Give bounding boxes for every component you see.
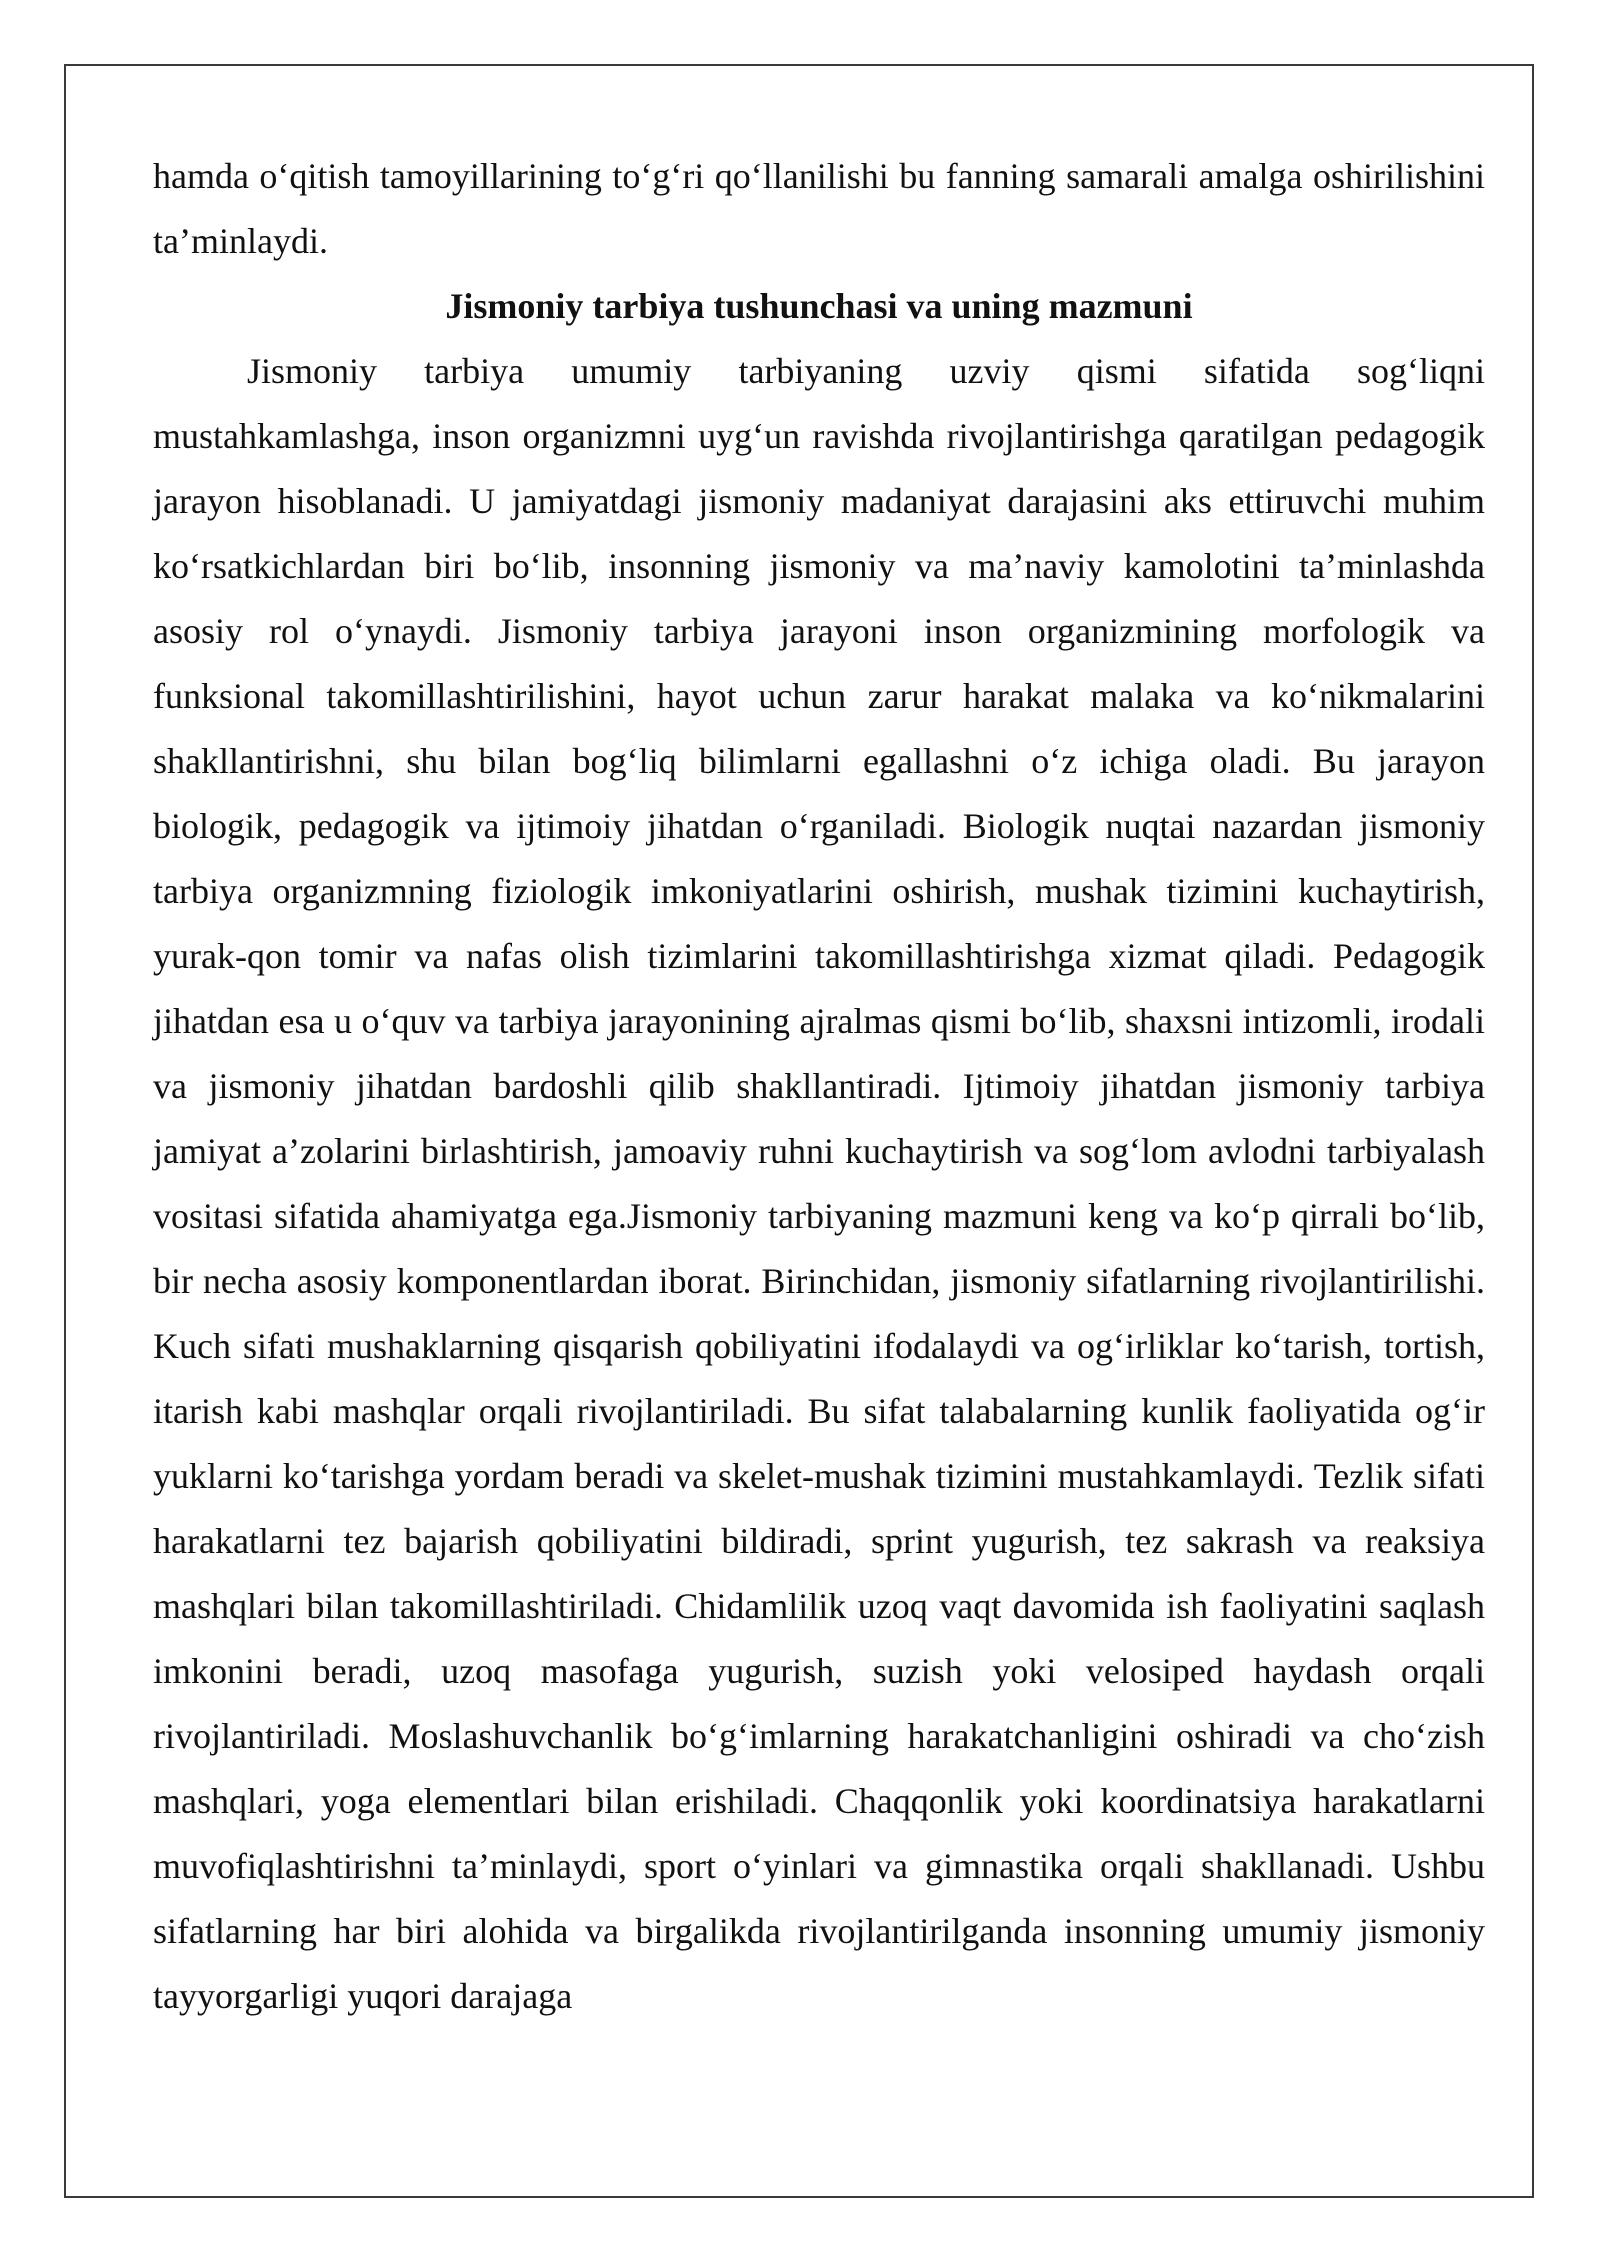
section-heading: Jismoniy tarbiya tushunchasi va uning mazmuni	[445, 286, 1193, 326]
continuation-paragraph: hamda o‘qitish tamoyillarining to‘g‘ri qo‘llanilishi bu fanning samarali amalga oshirilishini ta’minlaydi.	[153, 156, 1485, 261]
page-text	[153, 144, 1485, 2029]
body-paragraph: Jismoniy tarbiya umumiy tarbiyaning uzviy qismi sifatida sog‘liqni mustahkamlashga, inson organizmni uyg‘un ravishda rivojlantirishga qaratilgan pedagogik jarayon hisoblanadi. U jamiyatdagi jismoniy madaniyat darajasini aks ettiruvchi muhim ko‘rsatkichlardan biri bo‘lib, insonning jismoniy va ma’naviy kamolotini ta’minlashda asosiy rol o‘ynaydi. Jismoniy tarbiya jarayoni inson organizmining morfologik va funksional takomillashtirilishini, hayot uchun zarur harakat malaka va ko‘nikmalarini shakllantirishni, shu bilan bog‘liq bilimlarni egallashni o‘z ichiga oladi. Bu jarayon biologik, pedagogik va ijtimoiy jihatdan o‘rganiladi. Biologik nuqtai nazardan jismoniy tarbiya organizmning fiziologik imkoniyatlarini oshirish, mushak tizimini kuchaytirish, yurak-qon tomir va nafas olish tizimlarini takomillashtirishga xizmat qiladi. Pedagogik jihatdan esa u o‘quv va tarbiya jarayonining ajralmas qismi bo‘lib, shaxsni intizomli, irodali va jismoniy jihatdan bardoshli qilib shakllantiradi. Ijtimoiy jihatdan jismoniy tarbiya jamiyat a’zolarini birlashtirish, jamoaviy ruhni kuchaytirish va sog‘lom avlodni tarbiyalash vositasi sifatida ahamiyatga ega.Jismoniy tarbiyaning mazmuni keng va ko‘p qirrali bo‘lib, bir necha asosiy komponentlardan iborat. Birinchidan, jismoniy sifatlarning rivojlantirilishi. Kuch sifati mushaklarning qisqarish qobiliyatini ifodalaydi va og‘irliklar ko‘tarish, tortish, itarish kabi mashqlar orqali rivojlantiriladi. Bu sifat talabalarning kunlik faoliyatida og‘ir yuklarni ko‘tarishga yordam beradi va skelet-mushak tizimini mustahkamlaydi. Tezlik sifati harakatlarni tez bajarish qobiliyatini bildiradi, sprint yugurish, tez sakrash va reaksiya mashqlari bilan takomillashtiriladi. Chidamlilik uzoq vaqt davomida ish faoliyatini saqlash imkonini beradi, uzoq masofaga yugurish, suzish yoki velosiped haydash orqali rivojlantiriladi. Moslashuvchanlik bo‘g‘imlarning harakatchanligini oshiradi va cho‘zish mashqlari, yoga elementlari bilan erishiladi. Chaqqonlik yoki koordinatsiya harakatlarni muvofiqlashtirishni ta’minlaydi, sport o‘yinlari va gimnastika orqali shakllanadi. Ushbu sifatlarning har biri alohida va birgalikda rivojlantirilganda insonning umumiy jismoniy tayyorgarligi yuqori darajaga	[153, 351, 1485, 2016]
